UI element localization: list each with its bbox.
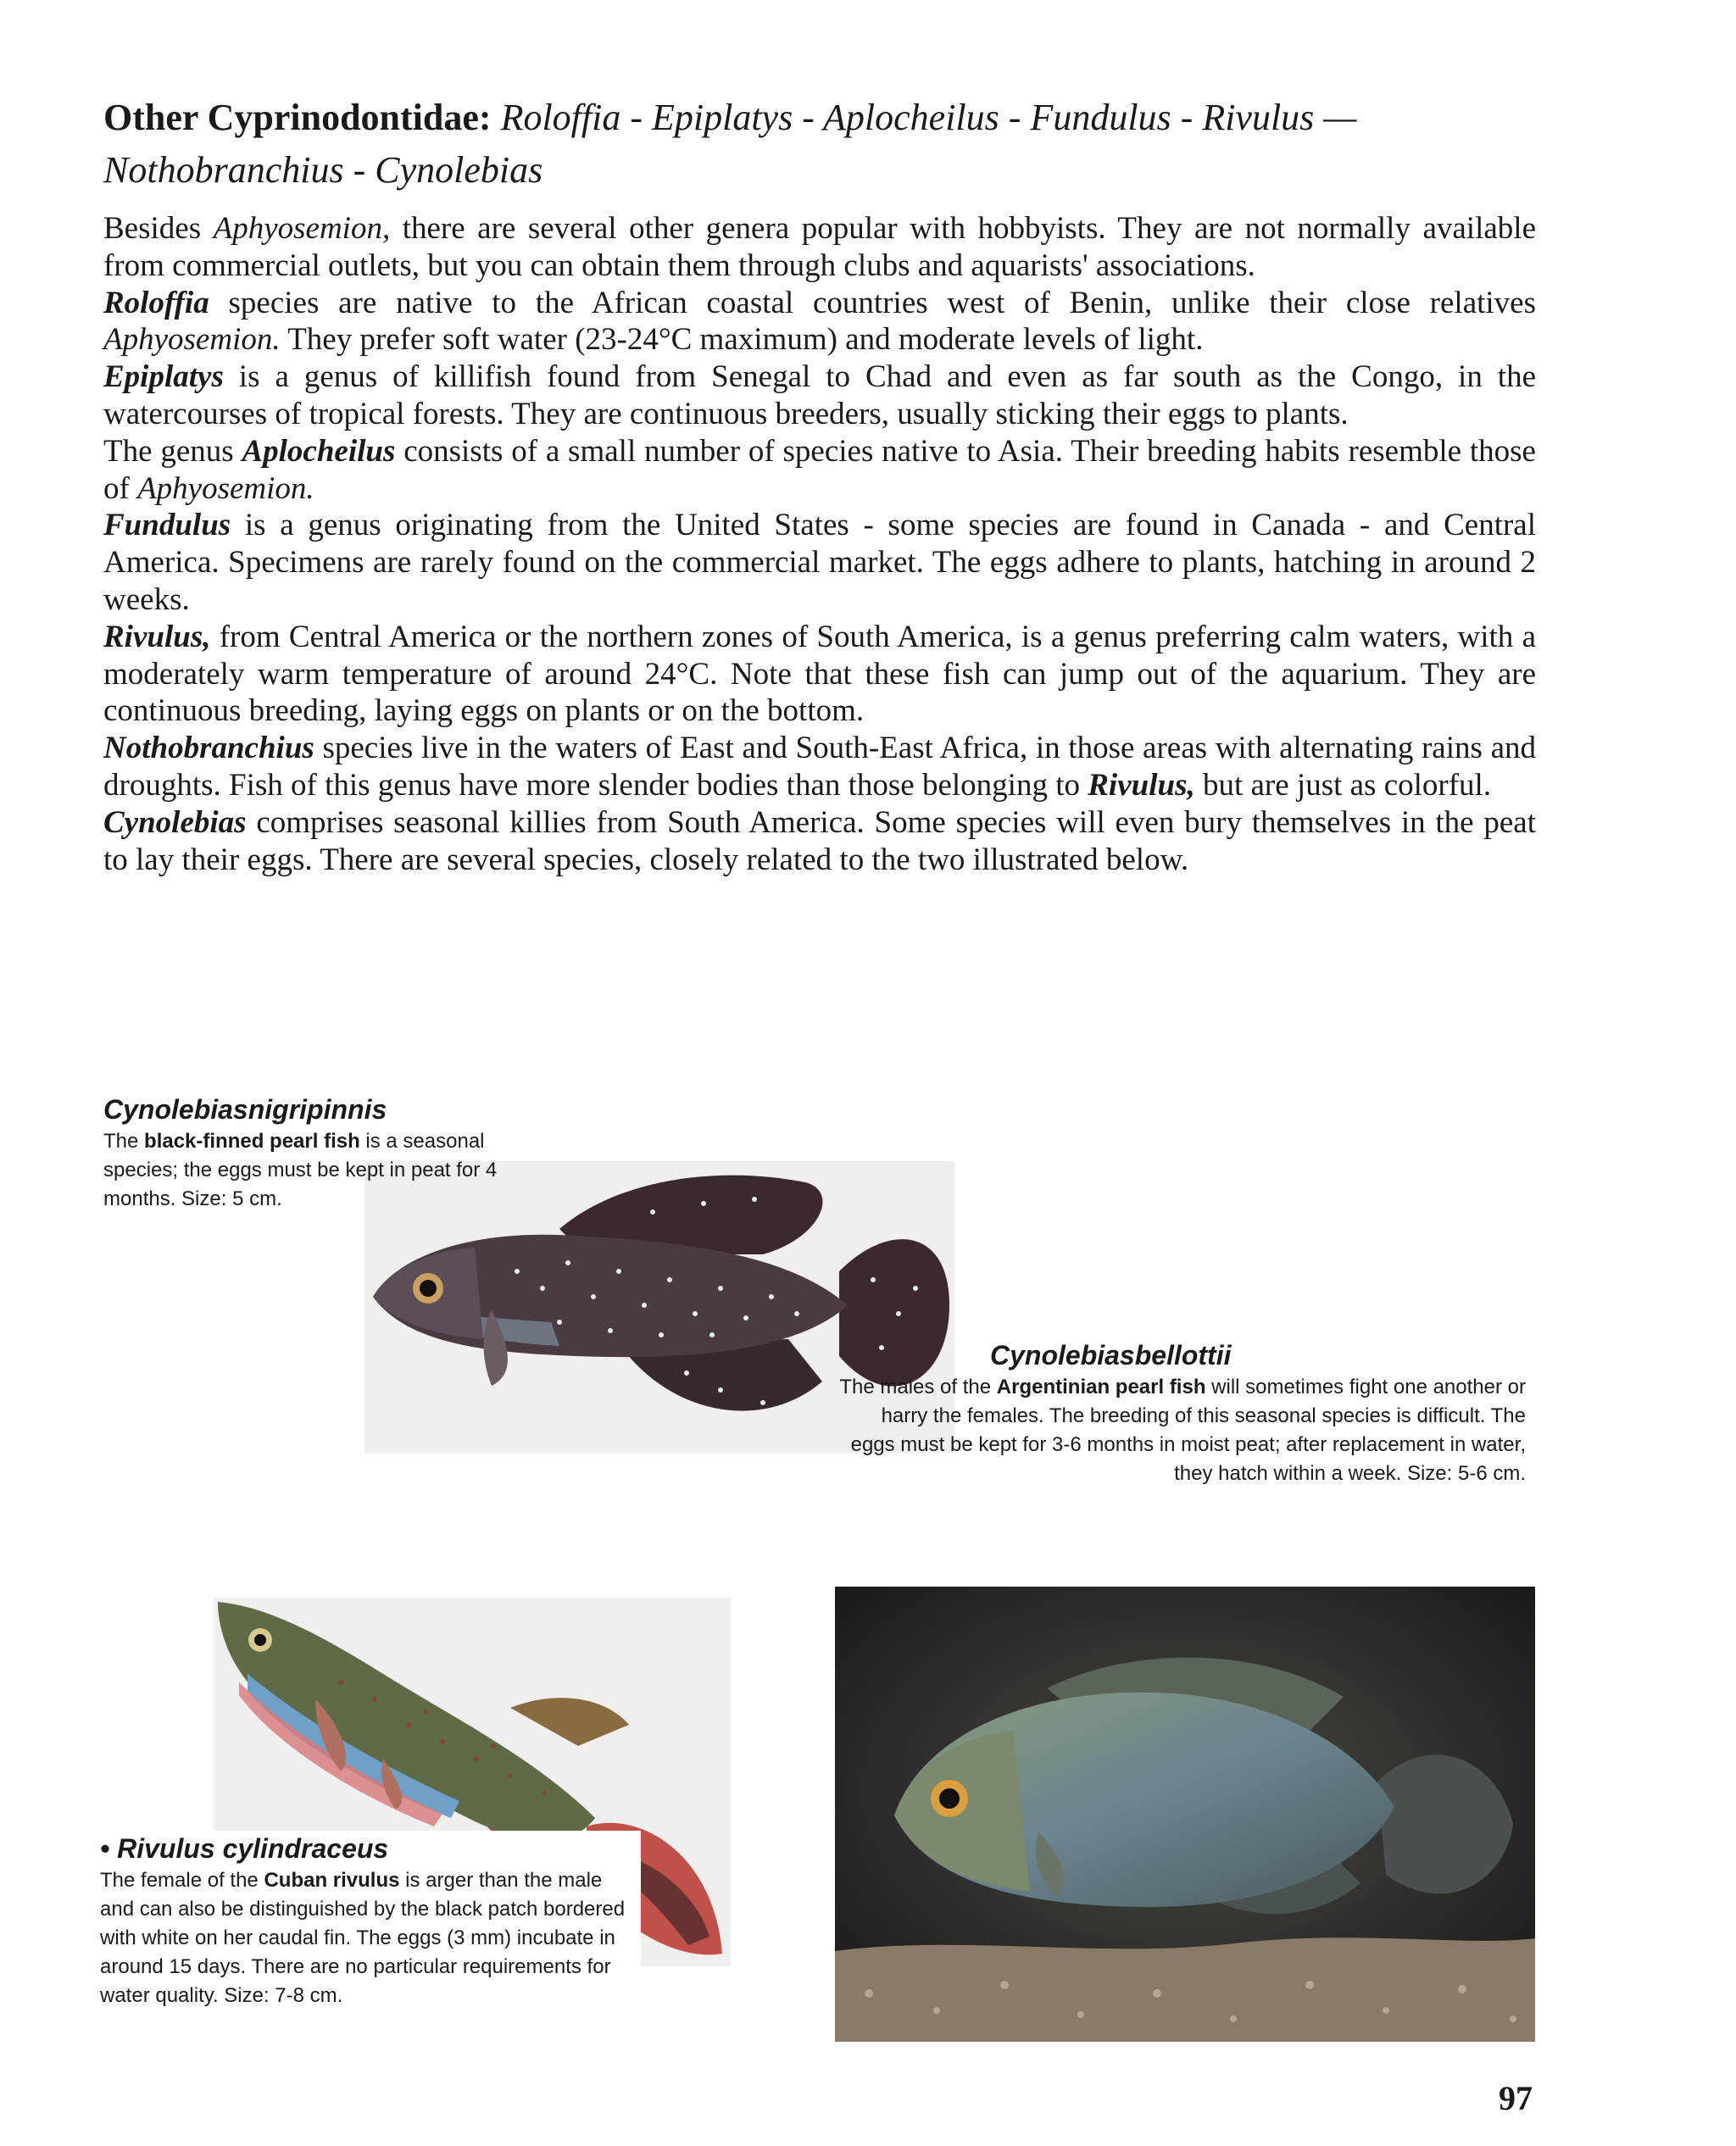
epiplatys-genus: Epiplatys [103,359,224,395]
caption-rivulus-pre: The female of the [100,1869,264,1892]
aplocheilus-relative: Aphyosemion. [137,470,314,506]
caption-nigripinnis-title: Cynolebiasnigripinnis [103,1094,387,1125]
rivulus-text: from Central America or the northern zones of South America, is a genus preferring calm waters, with a moderately warm temperature of around 24°C. Note that these fish can jump out of the aquarium. They are continuous breeding, laying eggs on plants or on the bottom. [103,619,1536,729]
heading-genera-line1: Roloffia - Epiplatys - Aplocheilus - Fundulus - Rivulus — [500,97,1357,138]
caption-rivulus-text: is arger than the male and can also be distinguished by the black patch bordered with white on her caudal fin. The eggs (3 mm) incubate in around 15 days. There are no particular requirements for water quality. Size: 7-8 cm. [100,1869,626,2007]
caption-bellottii-text: will sometimes fight one another or harry the females. The breeding of this seasonal species is difficult. The eggs must be kept for 3-6 months in moist peat; after replacement in water, they hatch within a week. Size: 5-6 cm. [850,1376,1526,1485]
nothobranchius-text: species live in the waters of East and South-East Africa, in those areas with alternating rains and droughts. Fish of this genus have more slender bodies than those belonging to [103,731,1536,803]
roloffia-relative: Aphyosemion. [103,322,281,358]
caption-rivulus [100,1831,641,2010]
cynolebias-text: comprises seasonal killies from South America. Some species will even bury themselves in the peat to lay their eggs. There are several species, closely related to the two illustrated below. [103,804,1536,877]
photo-cynolebias-bellottii [835,1587,1535,2042]
bullet-icon: • [100,1833,110,1864]
paragraph-intro [103,210,1536,285]
aplocheilus-genus: Aplocheilus [242,433,396,469]
roloffia-text: species are native to the African coastal countries west of Benin, unlike their close relatives [209,285,1536,320]
paragraph-rivulus [103,619,1536,730]
aplocheilus-pre: The genus [103,433,242,469]
paragraph-nothobranchius [103,730,1536,804]
caption-nigripinnis-text: is a seasonal species; the eggs must be kept in peat for 4 months. Size: 5 cm. [103,1130,498,1210]
paragraph-fundulus [103,507,1536,618]
nothobranchius-genus: Nothobranchius [103,731,314,766]
paragraph-epiplatys [103,359,1536,433]
heading-label: Other Cyprinodontidae: [103,97,492,138]
intro-pre: Besides [103,211,214,246]
roloffia-genus: Roloffia [103,285,209,320]
roloffia-post: They prefer soft water (23-24°C maximum) and moderate levels of light. [280,322,1204,358]
caption-rivulus-title-line [100,1831,634,1866]
page-number: 97 [1499,2079,1533,2117]
paragraph-aplocheilus [103,433,1536,508]
caption-bellottii-pre: The males of the [839,1376,997,1398]
rivulus-genus: Rivulus, [103,619,211,654]
page-heading [103,92,1544,197]
epiplatys-text: is a genus of killifish found from Senegal to Chad and even as far south as the Congo, in the watercourses of tropical forests. They are continuous breeders, usually sticking their eggs to plants. [103,359,1536,431]
caption-bellottii [835,1337,1526,1488]
paragraph-cynolebias [103,804,1536,879]
caption-bellottii-title: Cynolebiasbellottii [990,1340,1232,1370]
heading-genera-line2: Nothobranchius - Cynolebias [103,149,543,191]
caption-rivulus-title: Rivulus cylindraceus [117,1833,389,1864]
nothobranchius-post: but are just as colorful. [1194,767,1492,803]
nothobranchius-relative: Rivulus, [1088,767,1195,803]
aplocheilus-text: consists of a small number of species native to Asia. Their breeding habits resemble those of [103,433,1536,506]
caption-nigripinnis-common: black-finned pearl fish [144,1130,360,1153]
intro-genus: Aphyosemion, [213,211,391,246]
cynolebias-genus: Cynolebias [103,804,247,840]
intro-post: there are several other genera popular with hobbyists. They are not normally available from commercial outlets, but you can obtain them through clubs and aquarists' associations. [103,211,1536,283]
caption-rivulus-common: Cuban rivulus [264,1869,400,1892]
caption-nigripinnis-pre: The [103,1130,145,1153]
paragraph-roloffia [103,285,1536,359]
caption-bellottii-common: Argentinian pearl fish [996,1376,1206,1398]
fundulus-genus: Fundulus [103,508,231,543]
fundulus-text: is a genus originating from the United States - some species are found in Canada - and Central America. Specimens are rarely found on the commercial market. The eggs adhere to plants, hatching in around 2 weeks. [103,508,1536,617]
body-text [103,210,1536,878]
caption-nigripinnis [103,1092,544,1214]
